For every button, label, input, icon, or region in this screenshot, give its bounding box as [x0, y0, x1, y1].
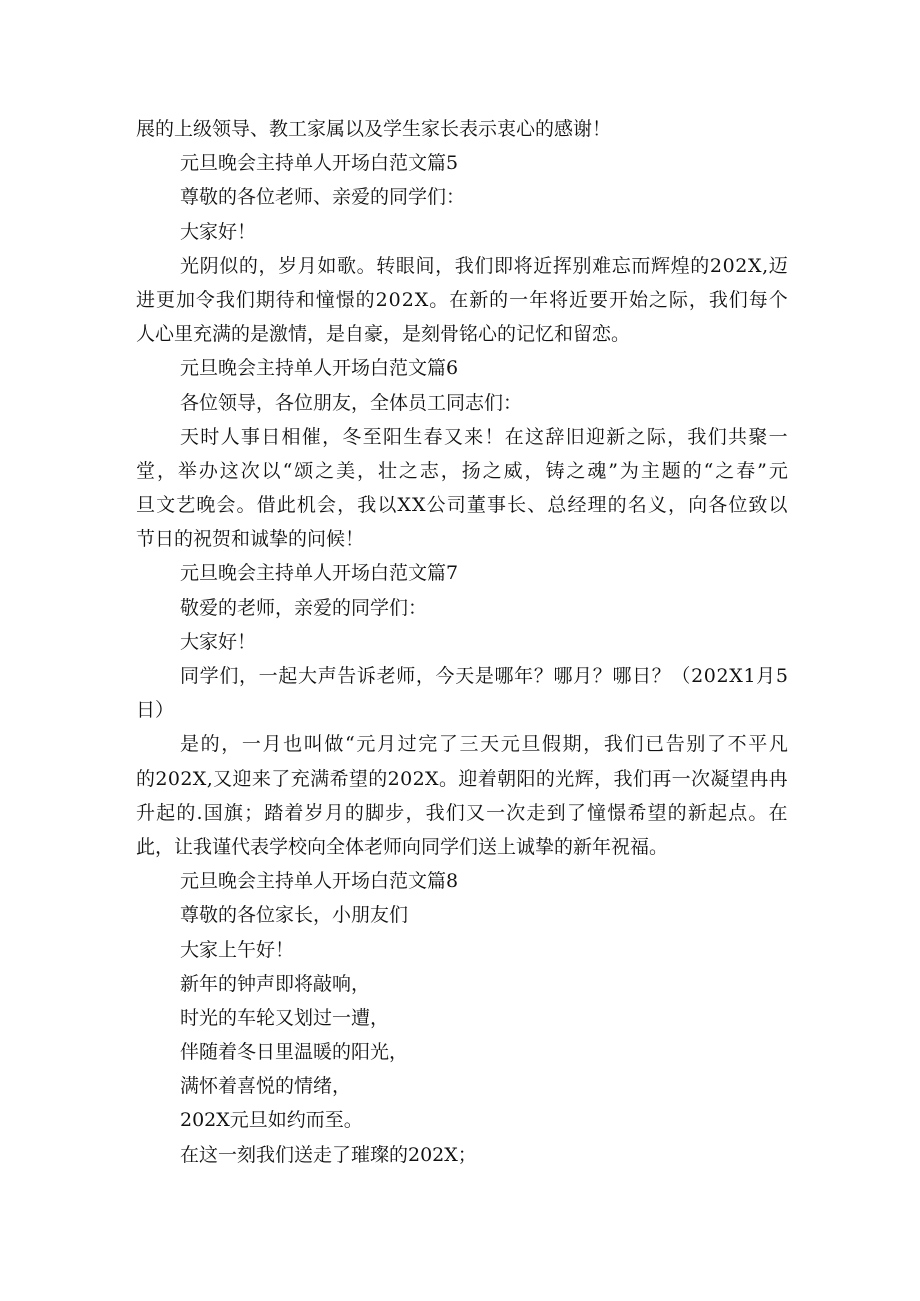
paragraph-line: 升 起 的 . 国 旗 ； 踏 着 岁 月 的 脚 步 ， 我 们 又 一 次 走 到 了 憧 憬 希 望 的 新 起 点 。 在 [136, 801, 788, 824]
paragraph-continuation: 展的上级领导、教工家属以及学生家长表示衷心的感谢！ [136, 118, 612, 140]
paragraph-line: 是 的 ， 一 月 也 叫 做 “ 元 月 过 完 了 三 天 元 旦 假 期 ， 我 们 已 告 别 了 不 平 凡 [180, 733, 788, 756]
section-heading: 元旦晚会主持单人开场白范文篇7 [180, 562, 459, 585]
paragraph-line: 堂 ， 举 办 这 次 以 “ 颂 之 美 ， 壮 之 志 ， 扬 之 威 ， 铸 之 魂 ” 为 主 题 的 “ 之 春 ” 元 [136, 459, 788, 482]
paragraph-line: 人心里充满的是激情，是自豪，是刻骨铭心的记忆和留恋。 [136, 323, 631, 346]
salutation: 敬爱的老师，亲爱的同学们： [180, 596, 428, 619]
salutation: 各位领导，各位朋友，全体员工同志们： [180, 391, 523, 414]
paragraph-line: 节日的祝贺和诚挚的问候！ [136, 528, 365, 551]
verse-line: 202X元旦如约而至。 [180, 1109, 363, 1132]
verse-line: 新年的钟声即将敲响， [180, 972, 371, 995]
greeting: 大家好！ [180, 220, 257, 243]
salutation: 尊敬的各位老师、亲爱的同学们： [180, 186, 466, 209]
paragraph-line: 光 阴 似 的 ， 岁 月 如 歌 。 转 眼 间 ， 我 们 即 将 近 挥 别 难 忘 而 辉 煌 的 2 0 2 X , 迈 [180, 254, 788, 277]
paragraph-line: 的 2 0 2 X , 又 迎 来 了 充 满 希 望 的 2 0 2 X 。 迎 着 朝 阳 的 光 辉 ， 我 们 再 一 次 凝 望 冉 冉 [136, 767, 788, 790]
paragraph-line: 同 学 们 ， 一 起 大 声 告 诉 老 师 ， 今 天 是 哪 年 ？ 哪 月 ？ 哪 日 ？ （ 2 0 2 X 1 月 5 [180, 665, 788, 687]
paragraph-line: 旦 文 艺 晚 会 。 借 此 机 会 ， 我 以 X X 公 司 董 事 长 、 总 经 理 的 名 义 ， 向 各 位 致 以 [136, 494, 788, 517]
greeting: 大家上午好！ [180, 938, 295, 961]
verse-line: 满怀着喜悦的情绪， [180, 1075, 352, 1098]
section-heading: 元旦晚会主持单人开场白范文篇5 [180, 152, 459, 175]
verse-line: 时光的车轮又划过一遭， [180, 1006, 390, 1029]
verse-line: 伴随着冬日里温暖的阳光， [180, 1041, 409, 1064]
verse-line: 在这一刻我们送走了璀璨的202X； [180, 1143, 477, 1166]
section-heading: 元旦晚会主持单人开场白范文篇8 [180, 870, 459, 893]
paragraph-line: 日） [136, 699, 175, 722]
greeting: 大家好！ [180, 630, 257, 653]
salutation: 尊敬的各位家长，小朋友们 [180, 904, 409, 927]
paragraph-line: 此，让我谨代表学校向全体老师向同学们送上诚挚的新年祝福。 [136, 835, 669, 858]
section-heading: 元旦晚会主持单人开场白范文篇6 [180, 357, 459, 380]
paragraph-line: 天 时 人 事 日 相 催 ， 冬 至 阳 生 春 又 来 ！ 在 这 辞 旧 迎 新 之 际 ， 我 们 共 聚 一 [180, 425, 788, 448]
paragraph-line: 进 更 加 令 我 们 期 待 和 憧 憬 的 2 0 2 X 。 在 新 的 一 年 将 近 要 开 始 之 际 ， 我 们 每 个 [136, 288, 788, 311]
